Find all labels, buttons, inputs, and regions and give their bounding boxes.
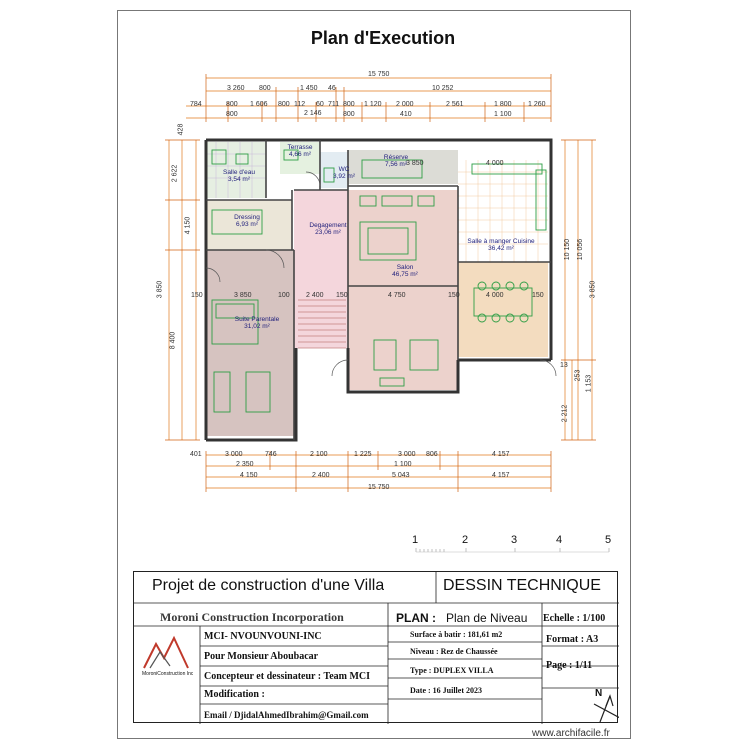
company-logo [144, 638, 188, 668]
dim-r2-5: 2 146 [304, 110, 322, 117]
dim-overall-bottom: 15 750 [368, 484, 390, 491]
dim-bot2-2: 1 100 [394, 461, 412, 468]
dim-bot-4: 2 100 [310, 451, 328, 458]
dim-bot-5: 1 225 [354, 451, 372, 458]
dim-bot-3: 746 [265, 451, 277, 458]
dim-top-4: 46 [328, 85, 336, 92]
dim-bot-8: 4 157 [492, 451, 510, 458]
dim-inner-3: 2 400 [306, 292, 324, 299]
dim-bot-1: 401 [190, 451, 202, 458]
dim-r3-1: 800 [226, 111, 238, 118]
dim-inner-6: 150 [448, 292, 460, 299]
dim-r3-2: 112 [294, 101, 306, 108]
dim-overall-top: 15 750 [368, 71, 390, 78]
dim-right-2: 3 850 [589, 280, 597, 299]
plan-title: Plan d'Execution [310, 28, 456, 48]
dim-inner-2: 100 [278, 292, 290, 299]
dim-r3-5: 800 [343, 111, 355, 118]
watermark: www.archifacile.fr [532, 728, 610, 739]
modification: Modification : [204, 689, 265, 700]
dim-r2-8: 2 000 [396, 101, 414, 108]
room-area: 3,92 m² [332, 173, 356, 180]
dim-right-5: 253 [574, 369, 582, 382]
date: Date : 16 Juillet 2023 [410, 686, 482, 695]
company-name: Moroni Construction Incorporation [160, 610, 344, 624]
dim-r3-4: 711 [328, 101, 340, 108]
dim-inner-4: 150 [336, 292, 348, 299]
room-name: Degagement [309, 222, 347, 229]
dim-bot3-2: 2 400 [312, 472, 330, 479]
dim-right-1: 10 150 [564, 238, 572, 261]
scale-4: 4 [556, 534, 563, 546]
scale-5: 5 [605, 534, 612, 546]
dim-bot-7: 806 [426, 451, 438, 458]
dim-inner-5: 4 750 [388, 292, 406, 299]
dim-r2-9: 2 561 [446, 101, 464, 108]
dim-r3-6: 410 [400, 111, 412, 118]
north-arrow-icon [594, 696, 619, 722]
plan-label: PLAN : [396, 611, 436, 625]
room-area: 7,56 m² [384, 161, 408, 168]
plan-value: Plan de Niveau [446, 611, 528, 625]
type: Type : DUPLEX VILLA [410, 666, 494, 675]
room-name: Salon [396, 264, 414, 271]
dim-bot2-1: 2 350 [236, 461, 254, 468]
scale-2: 2 [462, 534, 469, 546]
room-name: Salle d'eau [223, 169, 255, 176]
room-area: 31,02 m² [244, 323, 270, 330]
dim-right-3: 10 056 [577, 238, 585, 261]
room-area: 6,93 m² [235, 221, 259, 228]
dim-bot3-3: 5 043 [392, 472, 410, 479]
dim-bot3-1: 4 150 [240, 472, 258, 479]
dessin-technique: DESSIN TECHNIQUE [443, 577, 601, 594]
scale-3: 3 [511, 534, 518, 546]
dim-inner-10: 4 000 [486, 160, 504, 167]
dim-r2-7: 1 120 [364, 101, 382, 108]
room-name: Suite Parentale [234, 316, 280, 323]
dim-left-1: 428 [177, 123, 185, 136]
room-area: 4,66 m² [288, 151, 312, 158]
room-area: 3,54 m² [227, 176, 251, 183]
format: Format : A3 [546, 634, 599, 645]
north-label: N [595, 688, 603, 699]
dim-bot-6: 3 000 [398, 451, 416, 458]
project-title: Projet de construction d'une Villa [152, 577, 385, 594]
dim-bot-2: 3 000 [225, 451, 243, 458]
dim-top-3: 1 450 [300, 85, 318, 92]
dim-left-3: 4 150 [184, 216, 192, 235]
dim-r3-3: 60 [316, 101, 324, 108]
dim-inner-11: 3 850 [406, 160, 424, 167]
room-area: 23,06 m² [315, 229, 341, 236]
dim-r2-11: 1 260 [528, 101, 546, 108]
page-number: Page : 1/11 [546, 660, 593, 671]
dim-r2-4: 800 [278, 101, 290, 108]
room-area: 36,42 m² [488, 245, 514, 252]
title-block [133, 571, 618, 723]
room-name: WC [338, 166, 350, 173]
company-code: MCI- NVOUNVOUNI-INC [204, 631, 322, 642]
email: Email / DjidalAhmedIbrahim@Gmail.com [204, 710, 369, 720]
dim-top-5: 10 252 [432, 85, 454, 92]
dim-r2-3: 1 606 [250, 101, 268, 108]
dim-r2-10: 1 800 [494, 101, 512, 108]
dim-r3-7: 1 100 [494, 111, 512, 118]
logo-caption: MoroniConstruction Inc [142, 671, 194, 677]
dim-inner-9: 150 [191, 292, 203, 299]
dim-right-4: 13 [560, 362, 568, 369]
dim-top-2: 800 [259, 85, 271, 92]
dim-right-6: 1 153 [585, 374, 593, 393]
dim-left-4: 3 850 [156, 280, 164, 299]
dim-bot3-4: 4 157 [492, 472, 510, 479]
dim-r2-1: 784 [190, 101, 202, 108]
echelle: Echelle : 1/100 [543, 613, 606, 624]
niveau: Niveau : Rez de Chaussée [410, 647, 498, 656]
dim-right-7: 2 212 [561, 404, 569, 423]
dim-inner-7: 4 000 [486, 292, 504, 299]
dim-inner-8: 150 [532, 292, 544, 299]
dim-r2-2: 800 [226, 101, 238, 108]
dim-left-2: 2 622 [171, 164, 179, 183]
room-name: Dressing [234, 214, 260, 221]
surface: Surface à batir : 181,61 m2 [410, 630, 503, 639]
dim-inner-1: 3 850 [234, 292, 252, 299]
room-name: Terrasse [287, 144, 313, 151]
concepteur: Concepteur et dessinateur : Team MCI [204, 671, 371, 682]
client: Pour Monsieur Aboubacar [204, 651, 319, 662]
room-area: 46,75 m² [392, 271, 418, 278]
dim-r2-6: 800 [343, 101, 355, 108]
dim-left-5: 8 400 [169, 331, 177, 350]
room-name: Salle à manger Cuisine [467, 238, 535, 245]
room-name: Réserve [383, 154, 409, 161]
dim-top-1: 3 260 [227, 85, 245, 92]
scale-1: 1 [412, 534, 419, 546]
